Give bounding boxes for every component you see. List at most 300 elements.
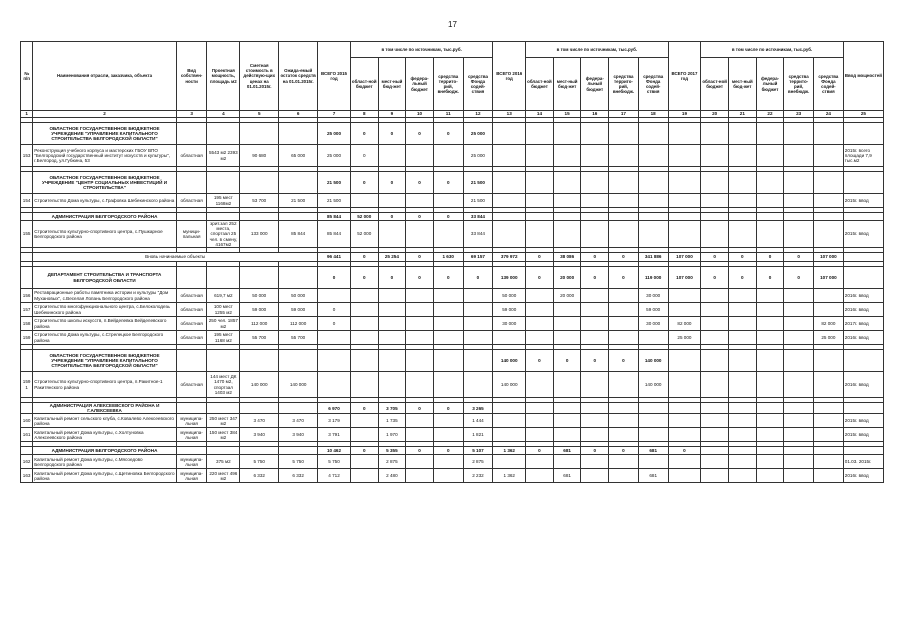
amount-cell bbox=[433, 145, 463, 167]
row-number bbox=[21, 447, 33, 455]
amount-cell bbox=[756, 213, 784, 221]
amount-cell bbox=[493, 221, 526, 248]
amount-cell bbox=[350, 350, 378, 372]
amount-cell bbox=[553, 303, 581, 317]
header-source-2017-3: федера-льный бюджет bbox=[756, 58, 784, 111]
amount-cell bbox=[729, 350, 757, 372]
amount-cell: 38 086 bbox=[553, 253, 581, 262]
amount-cell: 0 bbox=[729, 267, 757, 289]
amount-cell bbox=[350, 194, 378, 208]
commissioning-cell bbox=[843, 447, 883, 455]
amount-cell: 0 bbox=[609, 253, 639, 262]
amount-cell bbox=[378, 145, 406, 167]
commissioning-cell bbox=[843, 350, 883, 372]
amount-cell bbox=[814, 145, 844, 167]
amount-cell bbox=[609, 172, 639, 194]
amount-cell bbox=[350, 469, 378, 483]
estimate-cost: 5 750 bbox=[240, 455, 279, 469]
amount-cell: 0 bbox=[318, 303, 351, 317]
header-total-2017: ВСЕГО 2017 год bbox=[668, 42, 701, 111]
column-number: 3 bbox=[176, 111, 207, 118]
column-number: 13 bbox=[493, 111, 526, 118]
header-kind: Вид собствен-ности bbox=[176, 42, 207, 111]
object-row bbox=[21, 221, 884, 248]
amount-cell bbox=[756, 469, 784, 483]
amount-cell: 107 000 bbox=[814, 253, 844, 262]
amount-cell: 10 462 bbox=[318, 447, 351, 455]
amount-cell bbox=[784, 372, 814, 398]
row-number bbox=[21, 403, 33, 414]
amount-cell: 33 844 bbox=[463, 213, 493, 221]
empty-cell bbox=[240, 350, 279, 372]
empty-cell bbox=[279, 350, 318, 372]
capacity: 195 мест 1168 м2 bbox=[207, 331, 240, 345]
amount-cell bbox=[756, 414, 784, 428]
commissioning-cell: 2015г. всего площади 7,9 тыс.м2 bbox=[843, 145, 883, 167]
amount-cell bbox=[814, 428, 844, 442]
amount-cell bbox=[581, 194, 609, 208]
capacity: 150 мест 384 м2 bbox=[207, 428, 240, 442]
row-number: 155 bbox=[21, 221, 33, 248]
amount-cell bbox=[756, 289, 784, 303]
amount-cell bbox=[406, 221, 434, 248]
estimate-cost: 90 680 bbox=[240, 145, 279, 167]
column-number: 8 bbox=[350, 111, 378, 118]
object-name: Капитальный ремонт Дома культуры, с.Холтуновка Алексеевского района bbox=[33, 428, 176, 442]
amount-cell bbox=[463, 350, 493, 372]
amount-cell bbox=[668, 303, 701, 317]
amount-cell bbox=[784, 455, 814, 469]
header-expected-remainder: Ожида-емый остаток средств на 01.01.2015г. bbox=[279, 42, 318, 111]
header-source-2017-5: средства Фонда содей-ствия bbox=[814, 58, 844, 111]
amount-cell bbox=[493, 331, 526, 345]
header-sources-2016: в том числе по источникам, тыс.руб. bbox=[526, 42, 668, 58]
amount-cell bbox=[553, 194, 581, 208]
budget-table bbox=[20, 41, 884, 483]
amount-cell: 0 bbox=[756, 253, 784, 262]
amount-cell: 0 bbox=[433, 172, 463, 194]
amount-cell: 3 705 bbox=[378, 403, 406, 414]
commissioning-cell: 2015г. ввод bbox=[843, 414, 883, 428]
amount-cell bbox=[701, 331, 729, 345]
commissioning-cell bbox=[843, 213, 883, 221]
header-capacity: Проектная мощность, площадь м2 bbox=[207, 42, 240, 111]
amount-cell: 30 000 bbox=[638, 317, 668, 331]
amount-cell bbox=[378, 317, 406, 331]
amount-cell: 2 480 bbox=[378, 469, 406, 483]
amount-cell: 681 bbox=[638, 447, 668, 455]
amount-cell: 1 444 bbox=[463, 414, 493, 428]
amount-cell bbox=[609, 455, 639, 469]
amount-cell bbox=[433, 372, 463, 398]
amount-cell bbox=[609, 194, 639, 208]
amount-cell: 3 265 bbox=[463, 403, 493, 414]
object-name: Строительство школы искусств, п.Вейделевка Вейделевского района bbox=[33, 317, 176, 331]
amount-cell bbox=[433, 221, 463, 248]
amount-cell bbox=[729, 414, 757, 428]
amount-cell bbox=[526, 172, 554, 194]
amount-cell bbox=[701, 372, 729, 398]
amount-cell bbox=[729, 317, 757, 331]
ownership-kind: областная bbox=[176, 303, 207, 317]
amount-cell bbox=[668, 414, 701, 428]
commissioning-cell: 2015г. ввод bbox=[843, 221, 883, 248]
amount-cell bbox=[668, 289, 701, 303]
amount-cell: 25 000 bbox=[668, 331, 701, 345]
expected-remainder: 5 750 bbox=[279, 455, 318, 469]
object-name: Строительство Дома культуры, с.Графовка Шебекинского района bbox=[33, 194, 176, 208]
amount-cell bbox=[784, 194, 814, 208]
amount-cell: 140 000 bbox=[638, 372, 668, 398]
empty-cell bbox=[207, 403, 240, 414]
capacity: 375 м2 bbox=[207, 455, 240, 469]
budget-table-sheet bbox=[20, 41, 884, 483]
amount-cell bbox=[378, 331, 406, 345]
ownership-kind: муниципа-льная bbox=[176, 469, 207, 483]
header-source-2016-4: средства террито-рий, внебюдж. bbox=[609, 58, 639, 111]
amount-cell bbox=[784, 447, 814, 455]
header-source-2017-2: мест-ный бюд-жет bbox=[729, 58, 757, 111]
amount-cell: 140 000 bbox=[638, 350, 668, 372]
amount-cell bbox=[814, 447, 844, 455]
amount-cell bbox=[526, 455, 554, 469]
amount-cell bbox=[350, 331, 378, 345]
amount-cell bbox=[526, 194, 554, 208]
amount-cell bbox=[526, 317, 554, 331]
amount-cell bbox=[581, 303, 609, 317]
empty-cell bbox=[240, 403, 279, 414]
amount-cell: 0 bbox=[729, 253, 757, 262]
amount-cell bbox=[526, 428, 554, 442]
amount-cell bbox=[701, 455, 729, 469]
amount-cell: 5 750 bbox=[318, 455, 351, 469]
amount-cell: 0 bbox=[318, 317, 351, 331]
amount-cell bbox=[729, 303, 757, 317]
customer-group-row bbox=[21, 447, 884, 455]
amount-cell: 341 886 bbox=[638, 253, 668, 262]
capacity: 220 мест 496 м2 bbox=[207, 469, 240, 483]
expected-remainder: 50 000 bbox=[279, 289, 318, 303]
column-number: 4 bbox=[207, 111, 240, 118]
group-name: АДМИНИСТРАЦИЯ БЕЛГОРОДСКОГО РАЙОНА bbox=[33, 213, 176, 221]
amount-cell bbox=[463, 303, 493, 317]
header-source-2015-2: мест-ный бюд-жет bbox=[378, 58, 406, 111]
amount-cell bbox=[609, 145, 639, 167]
amount-cell bbox=[526, 289, 554, 303]
amount-cell bbox=[350, 372, 378, 398]
amount-cell bbox=[729, 372, 757, 398]
header-source-2016-2: мест-ный бюд-жет bbox=[553, 58, 581, 111]
amount-cell bbox=[701, 123, 729, 145]
commissioning-cell bbox=[843, 267, 883, 289]
amount-cell bbox=[493, 403, 526, 414]
amount-cell: 25 000 bbox=[814, 331, 844, 345]
amount-cell bbox=[581, 469, 609, 483]
amount-cell bbox=[609, 403, 639, 414]
amount-cell bbox=[638, 145, 668, 167]
amount-cell bbox=[581, 145, 609, 167]
amount-cell bbox=[784, 469, 814, 483]
amount-cell bbox=[406, 350, 434, 372]
row-number bbox=[21, 172, 33, 194]
amount-cell: 0 bbox=[581, 350, 609, 372]
empty-cell bbox=[207, 267, 240, 289]
ownership-kind: областная bbox=[176, 331, 207, 345]
amount-cell bbox=[609, 289, 639, 303]
customer-group-row bbox=[21, 403, 884, 414]
amount-cell: 21 500 bbox=[463, 194, 493, 208]
amount-cell bbox=[814, 289, 844, 303]
amount-cell bbox=[463, 331, 493, 345]
amount-cell bbox=[526, 469, 554, 483]
empty-cell bbox=[279, 172, 318, 194]
object-row bbox=[21, 289, 884, 303]
amount-cell: 0 bbox=[406, 447, 434, 455]
header-source-2016-3: федера-льный бюджет bbox=[581, 58, 609, 111]
amount-cell bbox=[526, 213, 554, 221]
amount-cell bbox=[553, 145, 581, 167]
column-number: 9 bbox=[378, 111, 406, 118]
amount-cell bbox=[318, 350, 351, 372]
amount-cell: 2 875 bbox=[378, 455, 406, 469]
amount-cell: 30 000 bbox=[638, 289, 668, 303]
amount-cell: 0 bbox=[406, 123, 434, 145]
amount-cell bbox=[756, 428, 784, 442]
amount-cell bbox=[784, 213, 814, 221]
amount-cell bbox=[581, 455, 609, 469]
amount-cell: 681 bbox=[638, 469, 668, 483]
commissioning-cell: 2016г. ввод bbox=[843, 303, 883, 317]
ownership-kind: муниципа-льная bbox=[176, 428, 207, 442]
amount-cell: 681 bbox=[553, 469, 581, 483]
amount-cell bbox=[350, 455, 378, 469]
commissioning-cell bbox=[843, 123, 883, 145]
expected-remainder: 140 000 bbox=[279, 372, 318, 398]
object-name: Строительство Дома культуры, с.Стрелецкое Белгородского района bbox=[33, 331, 176, 345]
amount-cell bbox=[463, 372, 493, 398]
column-number: 12 bbox=[463, 111, 493, 118]
amount-cell bbox=[814, 123, 844, 145]
commissioning-cell: 2016г. ввод bbox=[843, 289, 883, 303]
expected-remainder: 3 470 bbox=[279, 414, 318, 428]
amount-cell: 82 000 bbox=[668, 317, 701, 331]
group-name: ОБЛАСТНОЕ ГОСУДАРСТВЕННОЕ БЮДЖЕТНОЕ УЧРЕЖДЕНИЕ "УПРАВЛЕНИЕ КАПИТАЛЬНОГО СТРОИТЕЛЬСТВА БЕЛГОРОДСКОЙ ОБЛАСТИ" bbox=[33, 350, 176, 372]
amount-cell bbox=[406, 194, 434, 208]
row-number: 153 bbox=[21, 145, 33, 167]
amount-cell: 0 bbox=[526, 267, 554, 289]
amount-cell: 0 bbox=[406, 213, 434, 221]
amount-cell bbox=[814, 194, 844, 208]
empty-cell bbox=[279, 123, 318, 145]
amount-cell bbox=[553, 221, 581, 248]
amount-cell bbox=[406, 414, 434, 428]
amount-cell: 0 bbox=[406, 403, 434, 414]
amount-cell bbox=[638, 213, 668, 221]
amount-cell bbox=[433, 414, 463, 428]
amount-cell bbox=[350, 303, 378, 317]
amount-cell bbox=[406, 372, 434, 398]
row-number: 159 bbox=[21, 331, 33, 345]
amount-cell bbox=[433, 469, 463, 483]
commissioning-cell: 2016г. ввод bbox=[843, 469, 883, 483]
commissioning-cell bbox=[843, 403, 883, 414]
empty-cell bbox=[279, 267, 318, 289]
expected-remainder: 59 000 bbox=[279, 303, 318, 317]
header-source-2016-5: средства Фонда содей-ствия bbox=[638, 58, 668, 111]
amount-cell bbox=[553, 213, 581, 221]
amount-cell bbox=[553, 172, 581, 194]
amount-cell bbox=[701, 447, 729, 455]
amount-cell: 107 000 bbox=[668, 253, 701, 262]
amount-cell: 0 bbox=[609, 350, 639, 372]
ownership-kind: областная bbox=[176, 145, 207, 167]
amount-cell bbox=[814, 403, 844, 414]
amount-cell bbox=[756, 317, 784, 331]
amount-cell bbox=[701, 172, 729, 194]
amount-cell: 21 500 bbox=[318, 172, 351, 194]
amount-cell bbox=[701, 303, 729, 317]
amount-cell bbox=[493, 414, 526, 428]
amount-cell bbox=[756, 194, 784, 208]
amount-cell bbox=[318, 289, 351, 303]
amount-cell bbox=[526, 372, 554, 398]
amount-cell: 0 bbox=[701, 267, 729, 289]
column-number: 7 bbox=[318, 111, 351, 118]
amount-cell bbox=[609, 414, 639, 428]
amount-cell bbox=[553, 372, 581, 398]
capacity: 100 мест 1255 м2 bbox=[207, 303, 240, 317]
amount-cell bbox=[609, 221, 639, 248]
amount-cell bbox=[406, 455, 434, 469]
amount-cell bbox=[553, 414, 581, 428]
amount-cell bbox=[638, 221, 668, 248]
amount-cell bbox=[756, 331, 784, 345]
header-no: № п/п bbox=[21, 42, 33, 111]
customer-group-row bbox=[21, 267, 884, 289]
amount-cell bbox=[701, 350, 729, 372]
column-number: 6 bbox=[279, 111, 318, 118]
amount-cell bbox=[406, 317, 434, 331]
commissioning-cell: 2017г. ввод bbox=[843, 317, 883, 331]
amount-cell: 0 bbox=[609, 447, 639, 455]
amount-cell bbox=[701, 145, 729, 167]
amount-cell bbox=[609, 469, 639, 483]
amount-cell: 140 000 bbox=[493, 350, 526, 372]
amount-cell: 1 630 bbox=[433, 253, 463, 262]
amount-cell: 0 bbox=[433, 447, 463, 455]
amount-cell: 25 000 bbox=[463, 145, 493, 167]
header-commissioning: Ввод мощностей bbox=[843, 42, 883, 111]
group-name: АДМИНИСТРАЦИЯ АЛЕКСЕЕВСКОГО РАЙОНА И Г.АЛЕКСЕЕВКА bbox=[33, 403, 176, 414]
amount-cell bbox=[526, 414, 554, 428]
amount-cell: 85 844 bbox=[318, 213, 351, 221]
amount-cell bbox=[526, 331, 554, 345]
amount-cell: 30 000 bbox=[493, 317, 526, 331]
amount-cell bbox=[433, 289, 463, 303]
customer-group-row bbox=[21, 123, 884, 145]
amount-cell bbox=[350, 317, 378, 331]
amount-cell: 6 970 bbox=[318, 403, 351, 414]
amount-cell bbox=[638, 455, 668, 469]
amount-cell bbox=[701, 221, 729, 248]
amount-cell bbox=[378, 194, 406, 208]
empty-cell bbox=[176, 267, 207, 289]
amount-cell bbox=[581, 289, 609, 303]
amount-cell: 1 362 bbox=[493, 469, 526, 483]
amount-cell bbox=[756, 350, 784, 372]
amount-cell: 0 bbox=[318, 267, 351, 289]
empty-cell bbox=[207, 123, 240, 145]
amount-cell bbox=[581, 403, 609, 414]
amount-cell: 20 000 bbox=[553, 289, 581, 303]
column-number: 25 bbox=[843, 111, 883, 118]
column-number: 15 bbox=[553, 111, 581, 118]
estimate-cost: 50 000 bbox=[240, 289, 279, 303]
amount-cell bbox=[638, 403, 668, 414]
amount-cell: 0 bbox=[433, 403, 463, 414]
amount-cell bbox=[756, 455, 784, 469]
commissioning-cell bbox=[843, 253, 883, 262]
amount-cell bbox=[581, 317, 609, 331]
column-number: 17 bbox=[609, 111, 639, 118]
amount-cell bbox=[756, 123, 784, 145]
amount-cell: 0 bbox=[406, 172, 434, 194]
amount-cell bbox=[433, 428, 463, 442]
amount-cell: 0 bbox=[784, 267, 814, 289]
amount-cell bbox=[463, 317, 493, 331]
ownership-kind: муници-пальная bbox=[176, 221, 207, 248]
amount-cell: 2 875 bbox=[463, 455, 493, 469]
empty-cell bbox=[176, 123, 207, 145]
amount-cell bbox=[784, 403, 814, 414]
header-source-2015-1: област-ной бюджет bbox=[350, 58, 378, 111]
amount-cell bbox=[814, 372, 844, 398]
amount-cell bbox=[406, 289, 434, 303]
amount-cell bbox=[784, 350, 814, 372]
header-total-2016: ВСЕГО 2016 год bbox=[493, 42, 526, 111]
amount-cell bbox=[609, 123, 639, 145]
customer-group-row bbox=[21, 213, 884, 221]
object-row bbox=[21, 145, 884, 167]
estimate-cost: 59 000 bbox=[240, 303, 279, 317]
amount-cell bbox=[433, 317, 463, 331]
column-number: 10 bbox=[406, 111, 434, 118]
amount-cell: 0 bbox=[350, 253, 378, 262]
amount-cell bbox=[756, 447, 784, 455]
customer-group-row bbox=[21, 350, 884, 372]
amount-cell: 681 bbox=[553, 447, 581, 455]
amount-cell: 1 735 bbox=[378, 414, 406, 428]
row-number: 160 bbox=[21, 414, 33, 428]
amount-cell bbox=[609, 213, 639, 221]
amount-cell bbox=[701, 213, 729, 221]
amount-cell bbox=[553, 317, 581, 331]
amount-cell: 0 bbox=[433, 213, 463, 221]
amount-cell bbox=[581, 414, 609, 428]
amount-cell: 0 bbox=[350, 145, 378, 167]
amount-cell: 0 bbox=[350, 172, 378, 194]
amount-cell bbox=[701, 317, 729, 331]
object-name: Строительство культурно-спортивного центра, п.Ракитное-1 Ракитянского района bbox=[33, 372, 176, 398]
group-name: ОБЛАСТНОЕ ГОСУДАРСТВЕННОЕ БЮДЖЕТНОЕ УЧРЕЖДЕНИЕ "УПРАВЛЕНИЕ КАПИТАЛЬНОГО СТРОИТЕЛЬСТВА БЕЛГОРОДСКОЙ ОБЛАСТИ" bbox=[33, 123, 176, 145]
row-number: 159 1 bbox=[21, 372, 33, 398]
amount-cell bbox=[406, 428, 434, 442]
row-number bbox=[21, 350, 33, 372]
amount-cell bbox=[350, 428, 378, 442]
amount-cell: 1 362 bbox=[493, 447, 526, 455]
amount-cell bbox=[526, 403, 554, 414]
object-name: Строительство культурно-спортивного центра, с.Пушкарное Белгородского района bbox=[33, 221, 176, 248]
